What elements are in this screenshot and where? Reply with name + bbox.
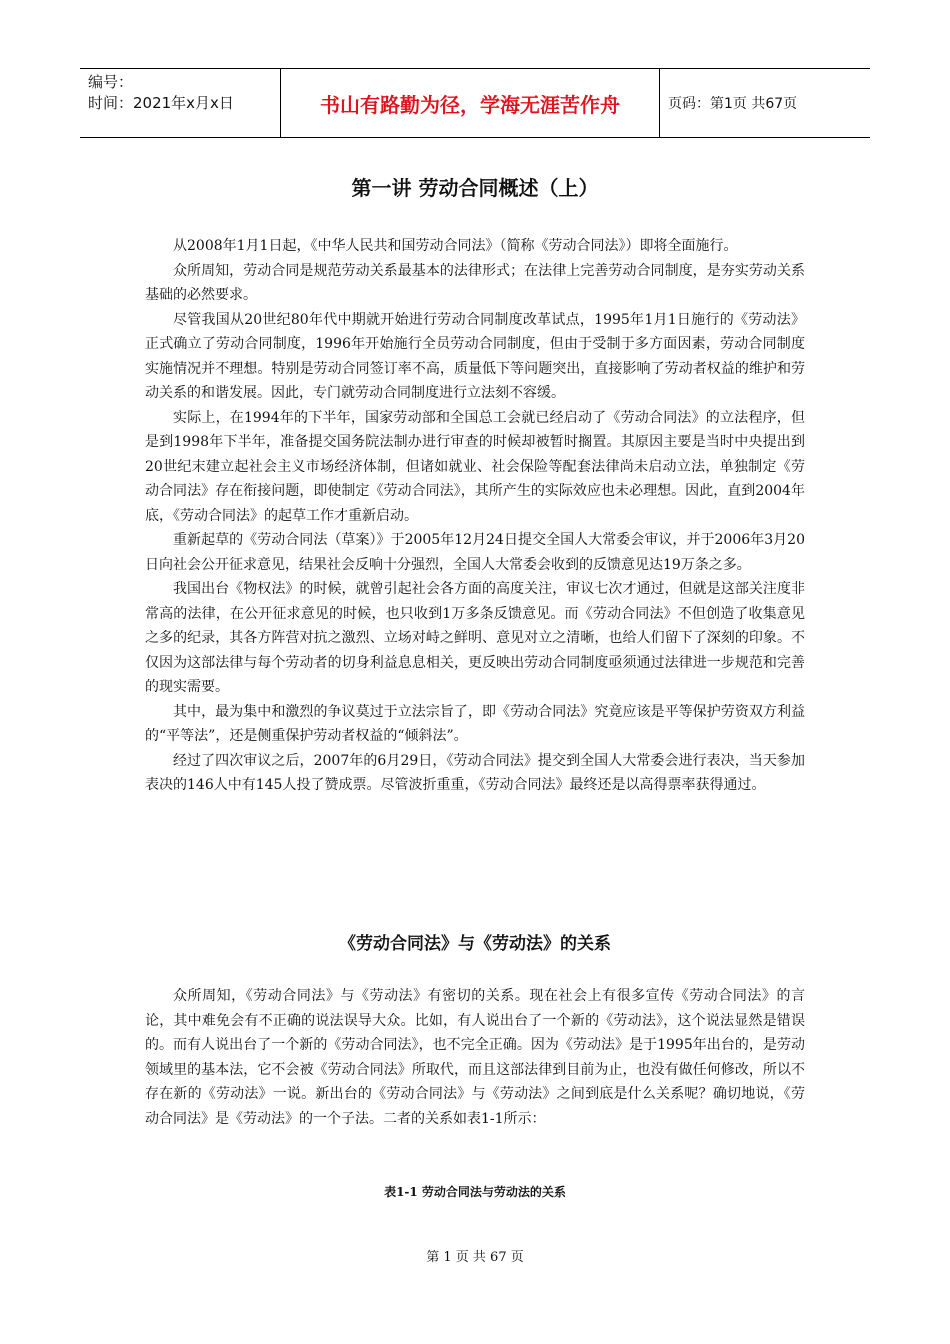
paragraph: 经过了四次审议之后，2007年的6月29日，《劳动合同法》提交到全国人大常委会进行表决，当天参加表决的146人中有145人投了赞成票。尽管波折重重，《劳动合同法》最终还是以高得票率获得通过。 [145,752,805,793]
paragraph: 实际上，在1994年的下半年，国家劳动部和全国总工会就已经启动了《劳动合同法》的立法程序，但是到1998年下半年，准备提交国务院法制办进行审查的时候却被暂时搁置。其原因主要是当时中央提出到20世纪末建立起社会主义市场经济体制，但诸如就业、社会保险等配套法律尚未启动立法，单独制定《劳动合同法》存在衔接问题，即使制定《劳动合同法》，其所产生的实际效应也未必理想。因此，直到2004年底，《劳动合同法》的起草工作才重新启动。 [145,409,805,524]
page-footer: 第 1 页 共 67 页 [426,1250,524,1265]
paragraph: 我国出台《物权法》的时候，就曾引起社会各方面的高度关注，审议七次才通过，但就是这部关注度非常高的法律，在公开征求意见的时候，也只收到1万多条反馈意见。而《劳动合同法》不但创造了收集意见之多的纪录，其各方阵营对抗之激烈、立场对峙之鲜明、意见对立之清晰，也给人们留下了深刻的印象。不仅因为这部法律与每个劳动者的切身利益息息相关，更反映出劳动合同制度亟须通过法律进一步规范和完善的现实需要。 [145,581,805,695]
paragraph: 众所周知，《劳动合同法》与《劳动法》有密切的关系。现在社会上有很多宣传《劳动合同法》的言论，其中难免会有不正确的说法误导大众。比如，有人说出台了一个新的《劳动法》，这个说法显然是错误的。而有人说出台了一个新的《劳动合同法》，也不完全正确。因为《劳动法》是于1995年出台的，是劳动领域里的基本法，它不会被《劳动合同法》所取代，而且这部法律到目前为止，也没有做任何修改，所以不存在新的《劳动法》一说。新出台的《劳动合同法》与《劳动法》之间到底是什么关系呢？确切地说，《劳动合同法》是《劳动法》的一个子法。二者的关系如表1-1所示： [145,988,805,1127]
document-number-label: 编号： [88,73,134,91]
lecture-title: 第一讲 劳动合同概述（上） [351,176,599,200]
paragraph: 从2008年1月1日起，《中华人民共和国劳动合同法》（简称《劳动合同法》）即将全面施行。 [173,238,738,254]
header-motto: 书山有路勤为径，学海无涯苦作舟 [280,69,660,137]
body-section-2 [145,984,805,1131]
body-section-1 [145,234,805,798]
page-header [80,68,870,138]
paragraph: 众所周知，劳动合同是规范劳动关系最基本的法律形式；在法律上完善劳动合同制度，是夯实劳动关系基础的必然要求。 [145,262,805,303]
header-page-info: 页码：第1页 共67页 [668,96,798,112]
paragraph: 其中，最为集中和激烈的争议莫过于立法宗旨了，即《劳动合同法》究竟应该是平等保护劳资双方利益的“平等法”，还是侧重保护劳动者权益的“倾斜法”。 [145,703,805,744]
section-heading: 《劳动合同法》与《劳动法》的关系 [339,934,611,954]
paragraph: 重新起草的《劳动合同法（草案）》于2005年12月24日提交全国人大常委会审议，并于2006年3月20日向社会公开征求意见，结果社会反响十分强烈，全国人大常委会收到的反馈意见达19万条之多。 [145,532,805,573]
table-caption: 表1-1 劳动合同法与劳动法的关系 [384,1185,566,1199]
document-date: 时间：2021年x月x日 [88,94,234,112]
header-meta [80,69,280,137]
paragraph: 尽管我国从20世纪80年代中期就开始进行劳动合同制度改革试点，1995年1月1日施行的《劳动法》正式确立了劳动合同制度，1996年开始施行全员劳动合同制度，但由于受制于多方面因素，劳动合同制度实施情况并不理想。特别是劳动合同签订率不高，质量低下等问题突出，直接影响了劳动者权益的维护和劳动关系的和谐发展。因此，专门就劳动合同制度进行立法刻不容缓。 [145,311,805,401]
